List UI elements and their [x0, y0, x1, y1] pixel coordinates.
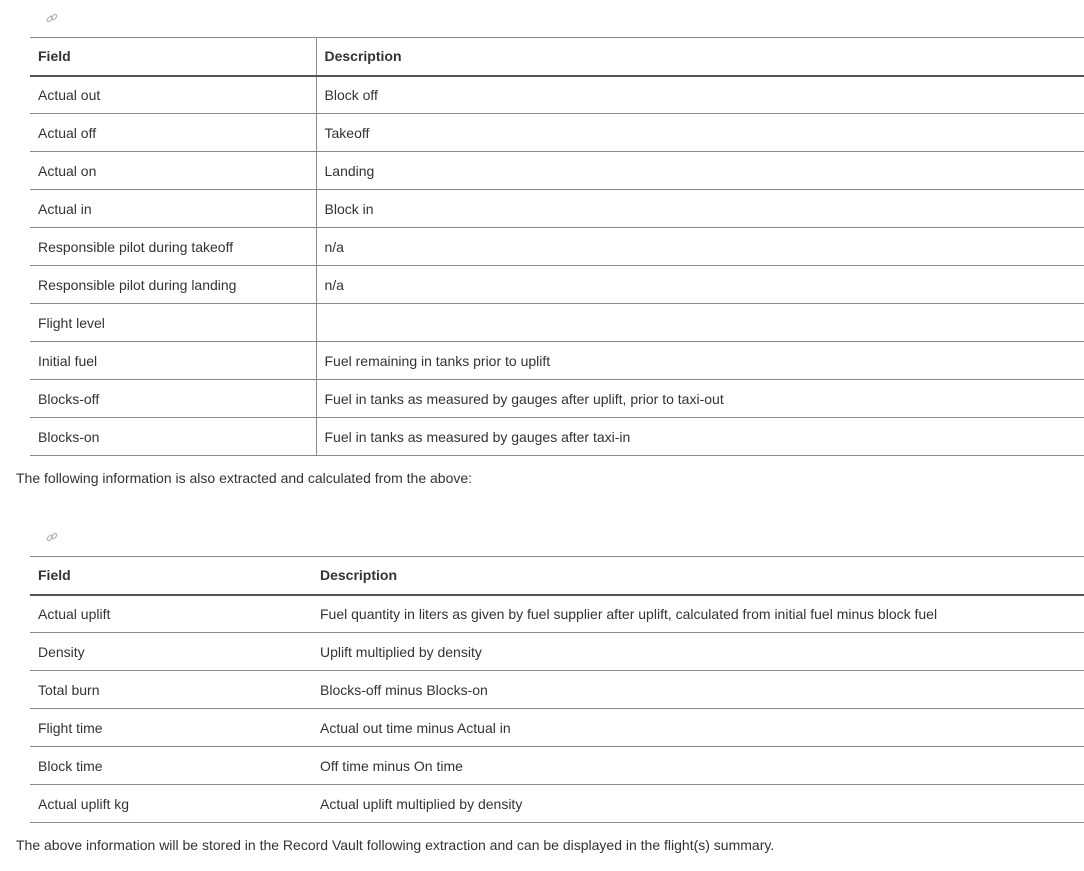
- field-cell: Flight level: [30, 304, 316, 342]
- table-row: [30, 76, 1084, 114]
- table-row: [30, 266, 1084, 304]
- description-cell: Actual uplift multiplied by density: [312, 785, 1084, 823]
- field-cell: Actual off: [30, 114, 316, 152]
- table-row: [30, 114, 1084, 152]
- table-row: [30, 304, 1084, 342]
- table-header-row: [30, 38, 1084, 76]
- table-row: [30, 190, 1084, 228]
- field-cell: Actual uplift: [30, 595, 312, 633]
- description-cell: Actual out time minus Actual in: [312, 709, 1084, 747]
- field-cell: Total burn: [30, 671, 312, 709]
- description-cell: Uplift multiplied by density: [312, 633, 1084, 671]
- calculated-fields-table: [30, 556, 1084, 823]
- table-row: [30, 152, 1084, 190]
- table-header-row: [30, 557, 1084, 595]
- field-cell: Responsible pilot during takeoff: [30, 228, 316, 266]
- description-cell: n/a: [316, 266, 1084, 304]
- table-row: [30, 671, 1084, 709]
- description-cell: Fuel in tanks as measured by gauges after taxi-in: [316, 418, 1084, 456]
- description-cell: Fuel in tanks as measured by gauges after uplift, prior to taxi-out: [316, 380, 1084, 418]
- header-field: Field: [30, 557, 312, 595]
- header-field: Field: [30, 38, 316, 76]
- table-row: [30, 747, 1084, 785]
- field-cell: Actual uplift kg: [30, 785, 312, 823]
- field-cell: Actual on: [30, 152, 316, 190]
- field-cell: Block time: [30, 747, 312, 785]
- header-description: Description: [312, 557, 1084, 595]
- description-cell: Fuel quantity in liters as given by fuel supplier after uplift, calculated from initial fuel minus block fuel: [312, 595, 1084, 633]
- field-cell: Actual out: [30, 76, 316, 114]
- description-cell: n/a: [316, 228, 1084, 266]
- table-row: [30, 709, 1084, 747]
- table-row: [30, 595, 1084, 633]
- description-cell: Off time minus On time: [312, 747, 1084, 785]
- description-cell: Takeoff: [316, 114, 1084, 152]
- description-cell: [316, 304, 1084, 342]
- field-cell: Initial fuel: [30, 342, 316, 380]
- table-row: [30, 228, 1084, 266]
- description-cell: Blocks-off minus Blocks-on: [312, 671, 1084, 709]
- link-icon[interactable]: [46, 531, 58, 543]
- table-row: [30, 380, 1084, 418]
- table-row: [30, 418, 1084, 456]
- link-icon[interactable]: [46, 12, 58, 24]
- intro-paragraph: The following information is also extracted and calculated from the above:: [16, 470, 473, 486]
- fields-table: [30, 37, 1084, 456]
- field-cell: Flight time: [30, 709, 312, 747]
- header-description: Description: [316, 38, 1084, 76]
- description-cell: Block off: [316, 76, 1084, 114]
- field-cell: Density: [30, 633, 312, 671]
- table-row: [30, 785, 1084, 823]
- description-cell: Landing: [316, 152, 1084, 190]
- description-cell: Block in: [316, 190, 1084, 228]
- table-row: [30, 633, 1084, 671]
- summary-paragraph: The above information will be stored in the Record Vault following extraction and can be displayed in the flight(s) summary.: [16, 837, 775, 853]
- field-cell: Actual in: [30, 190, 316, 228]
- field-cell: Blocks-off: [30, 380, 316, 418]
- field-cell: Responsible pilot during landing: [30, 266, 316, 304]
- description-cell: Fuel remaining in tanks prior to uplift: [316, 342, 1084, 380]
- table-row: [30, 342, 1084, 380]
- field-cell: Blocks-on: [30, 418, 316, 456]
